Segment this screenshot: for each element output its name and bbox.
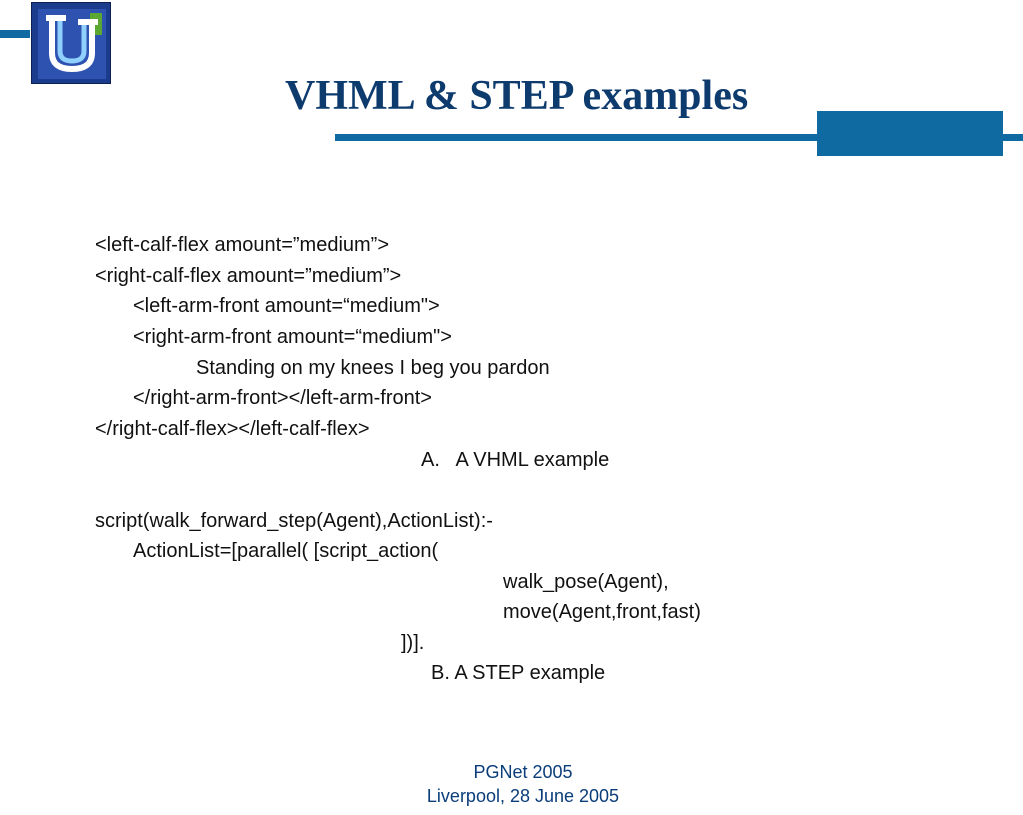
vhml-line: <right-calf-flex amount=”medium”> bbox=[95, 265, 402, 287]
header-accent-block bbox=[817, 111, 1003, 156]
vhml-caption: A. A VHML example bbox=[421, 449, 610, 471]
step-line: ])]. bbox=[401, 632, 425, 654]
step-keyword-parallel: parallel bbox=[236, 540, 302, 562]
vhml-line: <left-calf-flex amount=”medium”> bbox=[95, 234, 390, 256]
step-line bbox=[133, 539, 438, 563]
step-line: move(Agent,front,fast) bbox=[503, 601, 701, 623]
header-underline-end bbox=[1003, 134, 1023, 141]
logo-serif-left bbox=[46, 15, 66, 21]
logo-u-inner bbox=[60, 19, 84, 61]
vhml-line: <left-arm-front amount=“medium"> bbox=[133, 295, 440, 317]
footer-event: PGNet 2005 bbox=[473, 762, 573, 782]
logo-background bbox=[38, 9, 106, 79]
header-accent-bar-left bbox=[0, 30, 30, 38]
step-caption: B. A STEP example bbox=[431, 662, 606, 684]
step-line-prefix: ActionList=[ bbox=[133, 540, 237, 562]
logo-u-icon bbox=[38, 9, 106, 79]
step-line: script(walk_forward_step(Agent),ActionList):- bbox=[95, 510, 493, 532]
vhml-line: <right-arm-front amount=“medium"> bbox=[133, 326, 452, 348]
vhml-line: </right-calf-flex></left-calf-flex> bbox=[95, 418, 370, 440]
step-line: walk_pose(Agent), bbox=[503, 571, 669, 593]
university-logo bbox=[31, 2, 111, 84]
step-line-suffix: ( [script_action( bbox=[301, 540, 439, 562]
page-title: VHML & STEP examples bbox=[285, 73, 749, 119]
footer-location-date: Liverpool, 28 June 2005 bbox=[426, 786, 620, 806]
logo-serif-right bbox=[78, 19, 98, 25]
vhml-line: Standing on my knees I beg you pardon bbox=[196, 357, 550, 379]
vhml-line: </right-arm-front></left-arm-front> bbox=[133, 387, 432, 409]
